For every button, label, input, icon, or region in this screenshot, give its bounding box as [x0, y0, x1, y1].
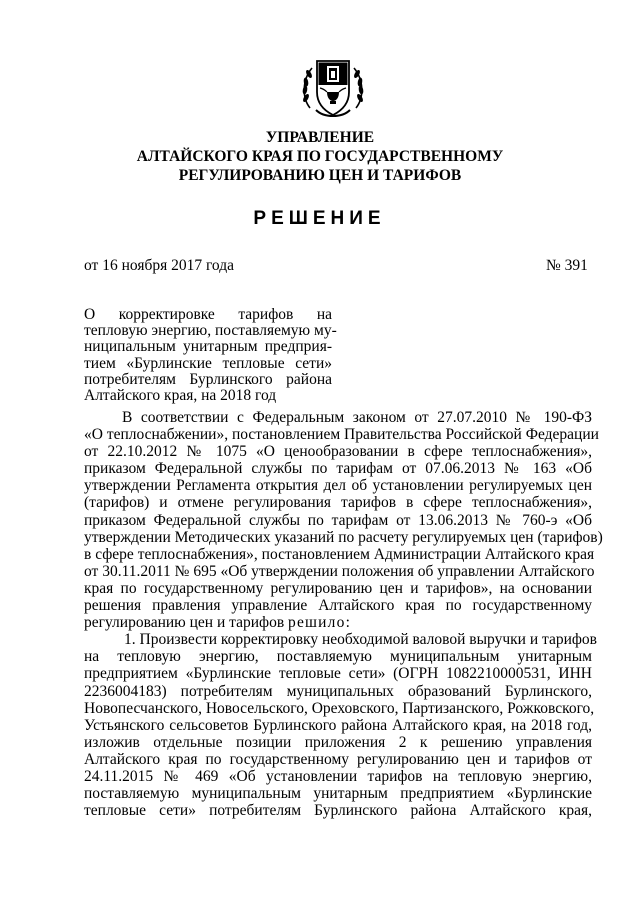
body-line: В соответствии с Федеральным законом от 27.07.2010 № 190-ФЗ	[122, 409, 592, 426]
body-line: утверждении Методических указаний по расчету регулируемых цен (тарифов)	[84, 528, 603, 546]
body-line: Алтайского края по государственному регулированию цен и тарифов от	[84, 750, 592, 768]
body-line: от 30.11.2011 № 695 «Об утверждении положения об управлении Алтайского	[84, 562, 595, 580]
body-line: на тепловую энергию, поставляемую муниципальным унитарным	[84, 648, 592, 666]
subject-line: ниципальным унитарным предприя-	[84, 338, 332, 356]
coat-of-arms-icon	[296, 52, 370, 124]
authority-line: АЛТАЙСКОГО КРАЯ ПО ГОСУДАРСТВЕННОМУ	[136, 148, 504, 165]
body-line: приказом Федеральной службы по тарифам от 13.06.2013 № 760-э «Об	[84, 511, 592, 529]
subject-line: тепловую энергию, поставляемую му-	[84, 322, 337, 340]
body-line: изложив отдельные позиции приложения 2 к решению управления	[84, 733, 592, 751]
body-line: (тарифов) и отмене регулирования тарифов в сфере теплоснабжения»,	[84, 494, 592, 512]
body-line	[84, 614, 592, 631]
document-number: № 391	[546, 257, 588, 274]
decided-word: решило	[288, 614, 346, 632]
body-line: предприятием «Бурлинские тепловые сети» (ОГРН 1082210000531, ИНН	[84, 665, 592, 683]
body-line: 2236004183) потребителям муниципальных образований Бурлинского,	[84, 682, 592, 700]
document-date: от 16 ноября 2017 года	[84, 257, 235, 274]
authority-line: УПРАВЛЕНИЕ	[265, 129, 375, 146]
body-line: края по государственному регулированию цен и тарифов», на основании	[84, 579, 592, 597]
body-line: приказом Федеральной службы по тарифам от 07.06.2013 № 163 «Об	[84, 460, 592, 478]
body-line: утверждении Регламента открытия дел об установлении регулируемых цен	[84, 477, 592, 495]
body-line-text: регулированию цен и тарифов	[84, 614, 285, 632]
subject-line: Алтайского края, на 2018 год	[84, 387, 277, 405]
subject-line: О корректировке тарифов на	[84, 306, 332, 323]
body-line: Новопесчанского, Новосельского, Ореховского, Партизанского, Рожковского,	[84, 699, 595, 717]
clause-1-line: 1. Произвести корректировку необходимой валовой выручки и тарифов	[124, 631, 597, 649]
subject-line: тием «Бурлинские тепловые сети»	[84, 354, 332, 372]
body-line: решения правления управление Алтайского края по государственному	[84, 597, 592, 615]
body-line: поставляемую муниципальным унитарным предприятием «Бурлинские	[84, 785, 592, 803]
body-line: «О теплоснабжении», постановлением Правительства Российской Федерации	[84, 426, 599, 444]
authority-line: РЕГУЛИРОВАНИЮ ЦЕН И ТАРИФОВ	[178, 167, 462, 184]
subject-line: потребителям Бурлинского района	[84, 370, 332, 388]
document-body	[84, 409, 603, 820]
body-line: от 22.10.2012 № 1075 «О ценообразовании в сфере теплоснабжения»,	[84, 443, 592, 461]
body-line: Устьянского сельсоветов Бурлинского района Алтайского края, на 2018 год,	[84, 716, 592, 734]
issuing-authority	[120, 128, 520, 185]
body-line: тепловые сети» потребителям Бурлинского района Алтайского края,	[84, 802, 592, 820]
body-line: в сфере теплоснабжения», постановлением Администрации Алтайского края	[84, 545, 595, 563]
decided-colon: :	[345, 614, 350, 632]
body-line: 24.11.2015 № 469 «Об установлении тарифов на тепловую энергию,	[84, 767, 592, 785]
document-subject	[84, 306, 337, 405]
document-type-title: РЕШЕНИЕ	[253, 208, 386, 229]
